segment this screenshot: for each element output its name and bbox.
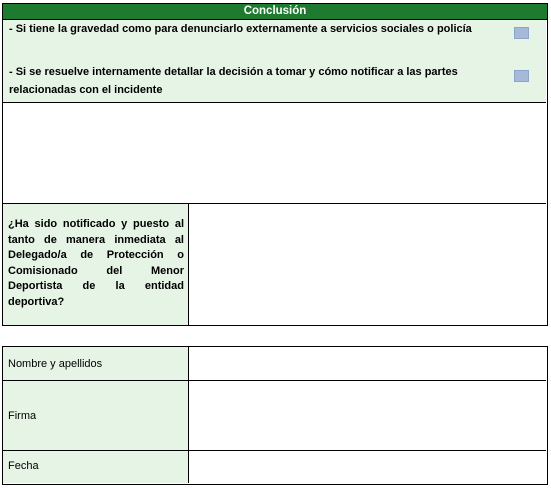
signature-label: Firma — [8, 410, 37, 422]
signature-field[interactable] — [189, 381, 546, 450]
date-field[interactable] — [189, 451, 546, 483]
signature-table — [2, 346, 548, 485]
notification-answer-field[interactable] — [189, 203, 546, 325]
name-field[interactable] — [189, 347, 546, 380]
option-internal-resolution: - Si se resuelve internamente detallar la decisión a tomar y cómo notificar a las partes relacionadas con el incidente — [9, 66, 458, 96]
conclusion-options — [3, 20, 546, 103]
date-label: Fecha — [8, 460, 39, 472]
notification-question: ¿Ha sido notificado y puesto al tanto de manera inmediata al Delegado/a de Protección o Comisionado del Menor Deportista de la entidad deportiva? — [8, 218, 184, 308]
option-internal-resolution-checkbox[interactable] — [514, 70, 529, 82]
notification-question-cell — [3, 203, 189, 325]
date-row — [3, 451, 546, 483]
option-external-report: - Si tiene la gravedad como para denunciarlo externamente a servicios sociales o policía — [9, 23, 472, 35]
conclusion-header: Conclusión — [3, 4, 547, 20]
date-label-cell — [3, 451, 189, 483]
signature-label-cell — [3, 381, 189, 450]
option-external-report-checkbox[interactable] — [514, 27, 529, 39]
conclusion-table — [2, 3, 548, 326]
name-row — [3, 347, 546, 381]
signature-row — [3, 381, 546, 451]
name-label-cell — [3, 347, 189, 380]
name-label: Nombre y apellidos — [8, 358, 103, 370]
conclusion-details-field[interactable] — [3, 102, 546, 203]
